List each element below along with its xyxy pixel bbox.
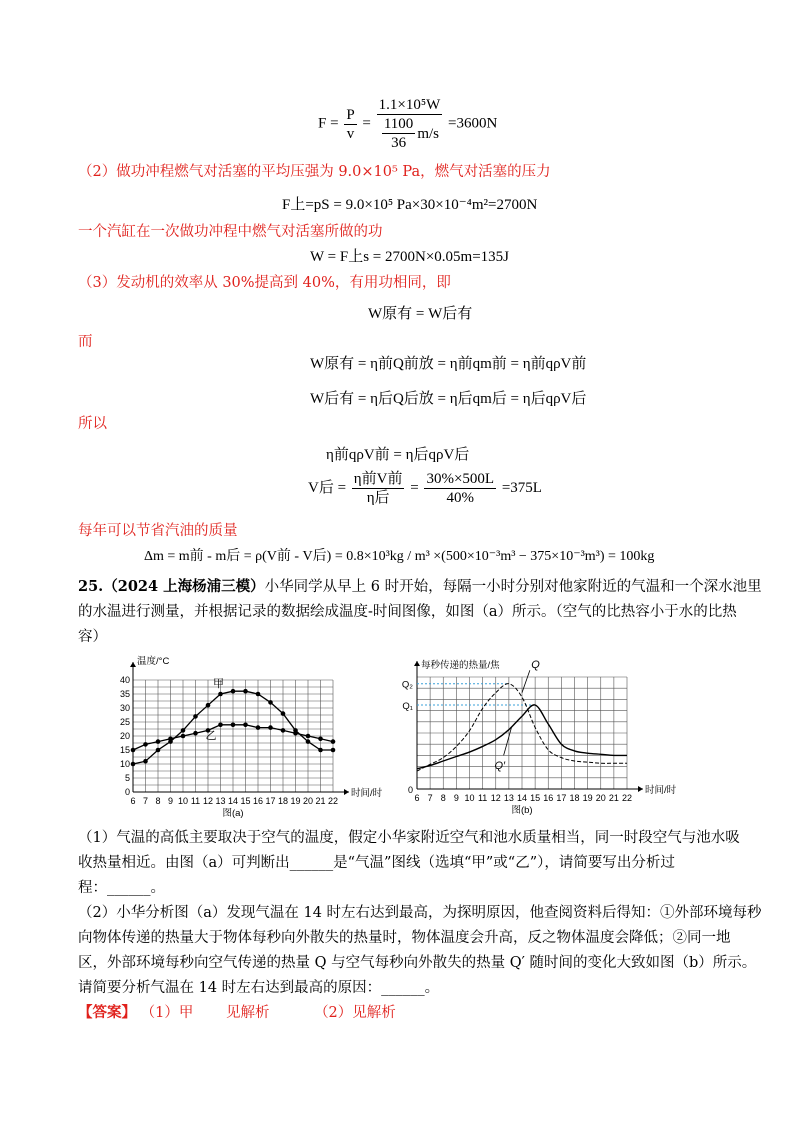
x-tick-label: 7 — [427, 793, 433, 803]
data-point — [168, 737, 173, 742]
data-point — [293, 731, 298, 736]
data-point — [156, 748, 161, 753]
chart-b — [395, 655, 695, 823]
q-label-leader — [522, 670, 530, 692]
x-tick-label: 18 — [569, 793, 580, 803]
chart-a-title: 图(a) — [222, 808, 244, 819]
y-axis-arrow — [130, 662, 136, 667]
sub2-line3: 区，外部环境每秒向空气传递的热量 Q 与空气每秒向外散失的热量 Q′ 随时间的变化大致如图（b）所示。 — [78, 955, 757, 971]
x-tick-label: 10 — [464, 793, 475, 803]
y-tick-label: 30 — [119, 703, 130, 713]
y-axis-arrow — [414, 661, 420, 666]
data-point — [331, 739, 336, 744]
x-tick-label: 12 — [202, 796, 214, 806]
x-tick-label: 12 — [490, 793, 501, 803]
x-tick-label: 11 — [477, 793, 488, 803]
data-point — [143, 742, 148, 747]
equation-equal: η前qρV前 = η后qρV后 — [326, 447, 470, 463]
x-tick-label: 15 — [530, 793, 541, 803]
question-25-line2: 的水温进行测量，并根据记录的数据绘成温度-时间图像，如图（a）所示。（空气的比热容小于水的比热 — [78, 604, 737, 620]
x-tick-label: 14 — [227, 796, 239, 806]
x-axis-arrow — [344, 789, 349, 795]
x-tick-label: 7 — [142, 796, 149, 806]
y-tick-label: 20 — [119, 731, 130, 741]
x-tick-label: 21 — [608, 793, 619, 803]
data-point — [193, 731, 198, 736]
x-tick-label: 13 — [503, 793, 514, 803]
x-tick-label: 9 — [167, 796, 174, 806]
q2-label: Q₂ — [401, 679, 413, 691]
y-tick-label: 40 — [119, 675, 130, 685]
x-tick-label: 19 — [290, 796, 301, 806]
x-tick-label: 22 — [327, 796, 339, 806]
data-point — [231, 723, 236, 728]
sub1-line2: 收热量相近。由图（a）可判断出______是“气温”图线（选填“甲”或“乙”），请简要写出分析过 — [78, 855, 675, 871]
x-tick-label: 9 — [453, 793, 459, 803]
x-tick-label: 10 — [177, 796, 189, 806]
data-point — [193, 714, 198, 719]
chart-b-title: 图(b) — [511, 805, 533, 816]
x-tick-label: 17 — [265, 796, 276, 806]
data-point — [331, 748, 336, 753]
series-label-yi: 乙 — [205, 729, 217, 742]
data-point — [256, 725, 261, 730]
series-label-jia: 甲 — [213, 678, 224, 690]
data-point — [181, 734, 186, 739]
x-tick-label: 18 — [277, 796, 289, 806]
x-tick-label: 8 — [440, 793, 446, 803]
q1-label: Q₁ — [402, 701, 413, 712]
sub2-line4: 请简要分析气温在 14 时左右达到最高的原因：______。 — [78, 980, 440, 996]
x-tick-label: 16 — [252, 796, 264, 806]
question-25-line3: 容） — [78, 629, 107, 645]
data-point — [306, 739, 311, 744]
x-tick-label: 6 — [130, 796, 136, 806]
x-axis-label: 时间/时 — [645, 785, 677, 796]
equation-after: W后有 = η后Q后放 = η后qm后 = η后qρV后 — [310, 391, 587, 407]
y-tick-label: 15 — [119, 745, 130, 755]
x-tick-label: 6 — [414, 793, 420, 803]
question-25-line1: 25.（2024 上海杨浦三模）小华同学从早上 6 时开始，每隔一小时分别对他家附近的气温和一个深水池里 — [78, 578, 762, 595]
x-tick-label: 15 — [240, 796, 251, 806]
step2-text: （2）做功冲程燃气对活塞的平均压强为 9.0×10⁵ Pa，燃气对活塞的压力 — [78, 164, 551, 180]
data-point — [243, 723, 248, 728]
data-point — [243, 689, 248, 694]
y-axis-label: 温度/°C — [137, 656, 170, 667]
data-point — [156, 739, 161, 744]
data-point — [131, 762, 136, 767]
data-point — [318, 748, 323, 753]
x-axis-arrow — [638, 786, 643, 792]
sub2-line2: 向物体传递的热量大于物体每秒向外散失的热量时，物体温度会升高，反之物体温度会降低；②同一地 — [78, 930, 731, 946]
x-tick-label: 17 — [556, 793, 567, 803]
data-point — [231, 689, 236, 694]
equation-before: W原有 = η前Q前放 = η前qm前 = η前qρV前 — [310, 356, 587, 372]
origin-label: 0 — [407, 785, 413, 795]
data-point — [131, 748, 136, 753]
data-point — [268, 700, 273, 705]
answer-line: 【答案】 （1）甲 见解析 （2）见解析 — [78, 1004, 396, 1021]
x-tick-label: 20 — [595, 793, 606, 803]
q-prime-label: Q′ — [494, 759, 506, 772]
data-point — [256, 692, 261, 697]
x-tick-label: 21 — [315, 796, 326, 806]
x-tick-label: 14 — [516, 793, 528, 803]
data-point — [181, 728, 186, 733]
x-tick-label: 22 — [621, 793, 633, 803]
x-axis-label: 时间/时 — [351, 788, 383, 799]
data-point — [206, 703, 211, 708]
x-tick-label: 8 — [155, 796, 161, 806]
x-tick-label: 13 — [215, 796, 226, 806]
y-axis-label: 每秒传递的热量/焦 — [421, 660, 500, 671]
er-text: 而 — [78, 334, 93, 350]
data-point — [318, 737, 323, 742]
equation-mass: Δm = m前 - m后 = ρ(V前 - V后) = 0.8×10³kg / m³ ×(500×10⁻³m³ − 375×10⁻³m³) = 100kg — [144, 549, 655, 564]
y-tick-label: 0 — [124, 787, 130, 797]
data-point — [143, 759, 148, 764]
answer-tag: 【答案】 — [78, 1004, 136, 1021]
equation-volume: V后 = $\frac{\text{η前V前}}{\text{η后}}$ = $\frac{30\%\times 500L}{40\%}$ =375L — [308, 471, 542, 506]
step3-text: （3）发动机的效率从 30%提高到 40%，有用功相同，即 — [78, 275, 451, 291]
save-text: 每年可以节省汽油的质量 — [78, 523, 238, 539]
x-tick-label: 11 — [190, 796, 201, 806]
equation-pressure-force: F上=pS = 9.0×10⁵ Pa×30×10⁻⁴m²=2700N — [282, 197, 538, 213]
x-tick-label: 20 — [302, 796, 314, 806]
x-tick-label: 16 — [543, 793, 554, 803]
data-point — [306, 734, 311, 739]
chart-a — [115, 650, 383, 822]
y-tick-label: 35 — [119, 689, 130, 699]
data-point — [268, 725, 273, 730]
sub1-line1: （1）气温的高低主要取决于空气的温度，假定小华家附近空气和池水质量相当，同一时段空气与池水吸 — [78, 830, 740, 846]
x-tick-label: 19 — [582, 793, 593, 803]
q-label: Q — [531, 659, 540, 672]
y-tick-label: 5 — [124, 773, 130, 783]
sub1-line3: 程：______。 — [78, 880, 165, 896]
data-point — [218, 692, 223, 697]
work-text: 一个汽缸在一次做功冲程中燃气对活塞所做的功 — [78, 224, 383, 240]
data-point — [281, 728, 286, 733]
equation-force: F = $\frac{P}{v}$ = 1.1×10⁵W $\frac{1100}{36}$ m/s =3600N — [318, 97, 498, 151]
data-point — [218, 723, 223, 728]
y-tick-label: 25 — [119, 717, 130, 727]
sub2-line1: （2）小华分析图（a）发现气温在 14 时左右达到最高，为探明原因，他查阅资料后得知：①外部环境每秒 — [78, 905, 762, 921]
y-tick-label: 10 — [119, 759, 130, 769]
data-point — [281, 711, 286, 716]
equation-work: W = F上s = 2700N×0.05m=135J — [310, 249, 509, 265]
equation-useful-work: W原有 = W后有 — [368, 306, 473, 322]
suoyi-text: 所以 — [78, 416, 107, 432]
